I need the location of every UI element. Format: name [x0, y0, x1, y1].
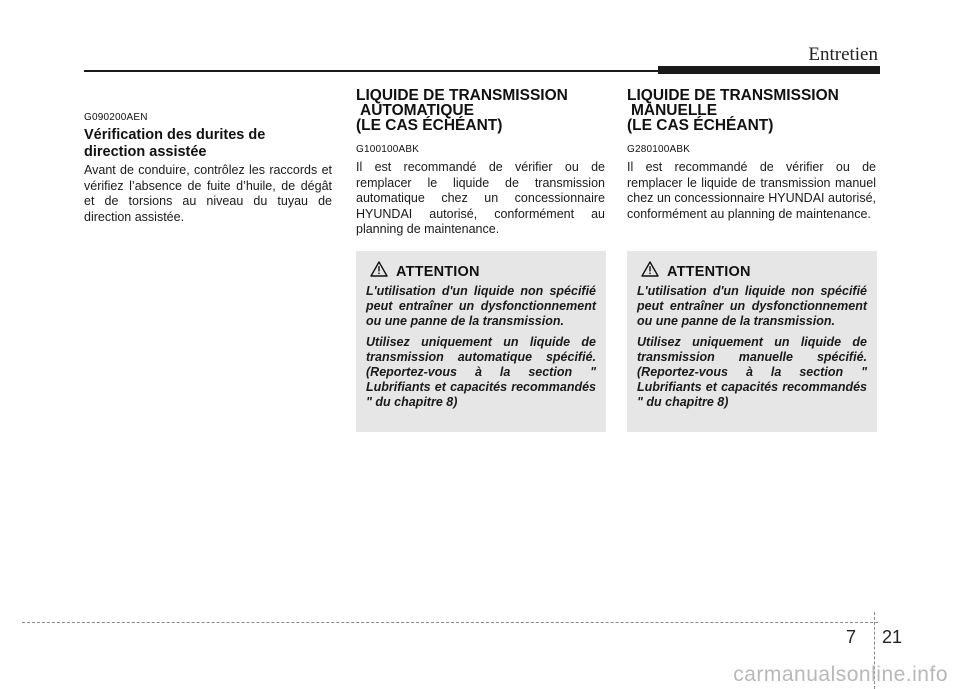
- attention-paragraph: L'utilisation d'un liquide non spécifié peut entraîner un dysfonctionnement ou une panne de la transmission.: [637, 284, 867, 328]
- title-line: (LE CAS ÉCHÉANT): [356, 117, 503, 134]
- page-number: 21: [882, 627, 903, 647]
- section-code: G090200AEN: [84, 112, 148, 123]
- watermark: carmanualsonline.info: [733, 663, 948, 686]
- warning-triangle-icon: [641, 261, 659, 282]
- attention-title: ATTENTION: [667, 263, 751, 280]
- title-line: (LE CAS ÉCHÉANT): [627, 117, 774, 134]
- footer-rule: [22, 622, 878, 624]
- chapter-number: 7: [846, 627, 857, 647]
- section-title: [356, 88, 568, 133]
- running-title: Entretien: [808, 44, 878, 65]
- attention-header: [370, 261, 596, 282]
- title-line: LIQUIDE DE TRANSMISSION: [627, 87, 839, 104]
- attention-paragraph: Utilisez uniquement un liquide de transmission manuelle spécifié. (Reportez-vous à la section " Lubrifiants et capacités recommandés " du chapitre 8): [637, 335, 867, 409]
- section-title: [627, 88, 839, 133]
- warning-triangle-icon: [370, 261, 388, 282]
- attention-box: [627, 251, 877, 432]
- section-code: G100100ABK: [356, 144, 420, 155]
- subheading-line: direction assistée: [84, 144, 207, 160]
- section-body: Il est recommandé de vérifier ou de remplacer le liquide de transmission manuel chez un concessionnaire HYUNDAI autorisé, conformément au planning de maintenance.: [627, 160, 876, 221]
- header-tab-bar: [658, 66, 880, 74]
- section-subheading: [84, 127, 324, 161]
- section-body: Avant de conduire, contrôlez les raccords et vérifiez l’absence de fuite d’huile, de dégât et de torsions au niveau du tuyau de direction assistée.: [84, 163, 332, 224]
- attention-paragraph: L'utilisation d'un liquide non spécifié peut entraîner un dysfonctionnement ou une panne de la transmission.: [366, 284, 596, 328]
- subheading-line: Vérification des durites de: [84, 127, 266, 143]
- section-code: G280100ABK: [627, 144, 691, 155]
- attention-box: [356, 251, 606, 432]
- title-line: AUTOMATIQUE: [360, 102, 474, 119]
- title-line: LIQUIDE DE TRANSMISSION: [356, 87, 568, 104]
- attention-title: ATTENTION: [396, 263, 480, 280]
- section-body: Il est recommandé de vérifier ou de remplacer le liquide de transmission automatique chez un concessionnaire HYUNDAI autorisé, conformément au planning de maintenance.: [356, 160, 605, 236]
- attention-header: [641, 261, 867, 282]
- title-line: MANUELLE: [631, 102, 718, 119]
- attention-paragraph: Utilisez uniquement un liquide de transmission automatique spécifié. (Reportez-vous à la section " Lubrifiants et capacités recommandés " du chapitre 8): [366, 335, 596, 409]
